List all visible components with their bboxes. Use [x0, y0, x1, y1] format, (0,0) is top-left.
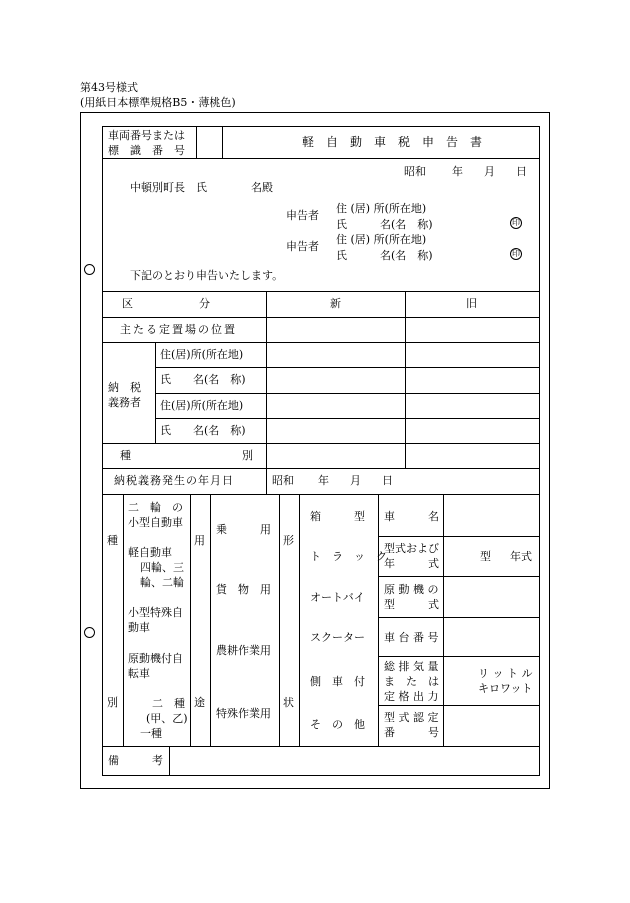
remarks-field[interactable]: [171, 748, 538, 774]
spec-liter-unit: リ ッ ト ル: [478, 667, 533, 680]
spec-engine-2: 型 式: [384, 598, 439, 611]
shape-sidecar: 側 車 付: [310, 675, 365, 688]
spec-model-year-2: 年 式: [384, 557, 439, 570]
type-small-2wheel-2: 小型自動車: [128, 516, 183, 529]
shape-scooter: スクーター: [310, 631, 365, 644]
type-kei-2: 四輪、三: [140, 561, 184, 574]
kind-label-bottom: 別: [107, 696, 118, 709]
type-class: 二 種: [152, 697, 185, 710]
spec-displacement: 総 排 気 量: [384, 660, 439, 673]
spec-chassis: 車 台 番 号: [384, 631, 439, 644]
col-old-header: 旧: [466, 297, 477, 310]
date-month: 月: [484, 165, 495, 178]
row-kind-label-right: 別: [242, 449, 253, 462]
vehicle-number-label-2: 標 識 番 号: [108, 144, 185, 157]
row-date-year: 年: [318, 474, 329, 487]
row-name-label-1: 氏 名(名 称): [160, 373, 246, 386]
row-address-label-1: 住(居)所(所在地): [160, 348, 244, 361]
declarant-name-label-1: 氏 名(名 称): [336, 218, 433, 231]
declarant-name-label-2: 氏 名(名 称): [336, 249, 433, 262]
mayor-addressee: 中頓別町長 氏 名殿: [130, 181, 273, 194]
type-kei-3: 輪、二輪: [140, 576, 184, 589]
spec-approval-2: 番 号: [384, 726, 439, 739]
row-date-day: 日: [382, 474, 393, 487]
type-moped-2: 転車: [128, 667, 150, 680]
type-class-2: (甲、乙): [146, 712, 188, 725]
row-kind-label: 種: [120, 449, 131, 462]
spec-engine: 原 動 機 の: [384, 583, 439, 596]
shape-label-top: 形: [283, 534, 294, 547]
paper-note: (用紙日本標準規格B5・薄桃色): [80, 96, 236, 109]
type-small-2wheel: 二 輪 の: [128, 501, 183, 514]
type-class-3: 一種: [140, 727, 162, 740]
remarks-label: 備 考: [108, 754, 163, 767]
seal-icon: 印: [512, 249, 520, 258]
spec-year-unit: 年式: [510, 550, 532, 563]
declarant-label-2: 申告者: [286, 240, 319, 253]
declarant-address-label-2: 住 (居) 所(所在地): [336, 233, 427, 246]
kind-label-top: 種: [107, 534, 118, 547]
row-address-label-2: 住(居)所(所在地): [160, 399, 244, 412]
spec-displacement-3: 定 格 出 力: [384, 690, 439, 703]
col-section-header: 区 分: [122, 297, 210, 310]
use-cargo: 貨 物 用: [216, 583, 271, 596]
spec-model-year: 型式および: [384, 542, 439, 555]
use-passenger: 乗 用: [216, 523, 271, 536]
row-date-label: 納税義務発生の年月日: [114, 474, 234, 487]
shape-other: そ の 他: [310, 718, 365, 731]
spec-kilowatt-unit: キロワット: [478, 682, 533, 695]
form-title: 軽 自 動 車 税 申 告 書: [302, 135, 483, 149]
taxpayer-label: 納 税 義務者: [108, 381, 141, 409]
date-year: 年: [452, 165, 463, 178]
shape-motorbike: オートバイ: [310, 591, 365, 604]
vehicle-number-field[interactable]: [198, 128, 220, 156]
shape-label-bottom: 状: [283, 696, 294, 709]
type-moped: 原動機付自: [128, 652, 183, 665]
date-era: 昭和: [404, 165, 426, 178]
type-kei: 軽自動車: [128, 546, 172, 559]
spec-model-unit: 型: [480, 550, 491, 563]
row-name-label-2: 氏 名(名 称): [160, 424, 246, 437]
col-new-header: 新: [330, 297, 341, 310]
row-date-month: 月: [350, 474, 361, 487]
declarant-label-1: 申告者: [286, 209, 319, 222]
spec-approval: 型 式 認 定: [384, 711, 439, 724]
vehicle-number-label: 車両番号または: [108, 129, 185, 142]
declarant-address-label-1: 住 (居) 所(所在地): [336, 202, 427, 215]
statement: 下記のとおり申告いたします。: [130, 269, 284, 282]
shape-truck: ト ラ ッ ク: [310, 550, 387, 563]
spec-car-name: 車 名: [384, 510, 439, 523]
type-small-special-2: 動車: [128, 621, 150, 634]
use-special: 特殊作業用: [216, 707, 271, 720]
date-day: 日: [516, 165, 527, 178]
form-number: 第43号様式: [80, 81, 138, 94]
type-small-special: 小型特殊自: [128, 606, 183, 619]
row-location-label: 主たる定置場の位置: [120, 323, 237, 336]
use-label-top: 用: [194, 534, 205, 547]
spec-displacement-2: ま た は: [384, 675, 439, 688]
seal-icon: 印: [512, 218, 520, 227]
use-label-bottom: 途: [194, 696, 205, 709]
use-farm: 農耕作業用: [216, 644, 271, 657]
shape-box: 箱 型: [310, 510, 365, 523]
row-date-era: 昭和: [272, 474, 294, 487]
